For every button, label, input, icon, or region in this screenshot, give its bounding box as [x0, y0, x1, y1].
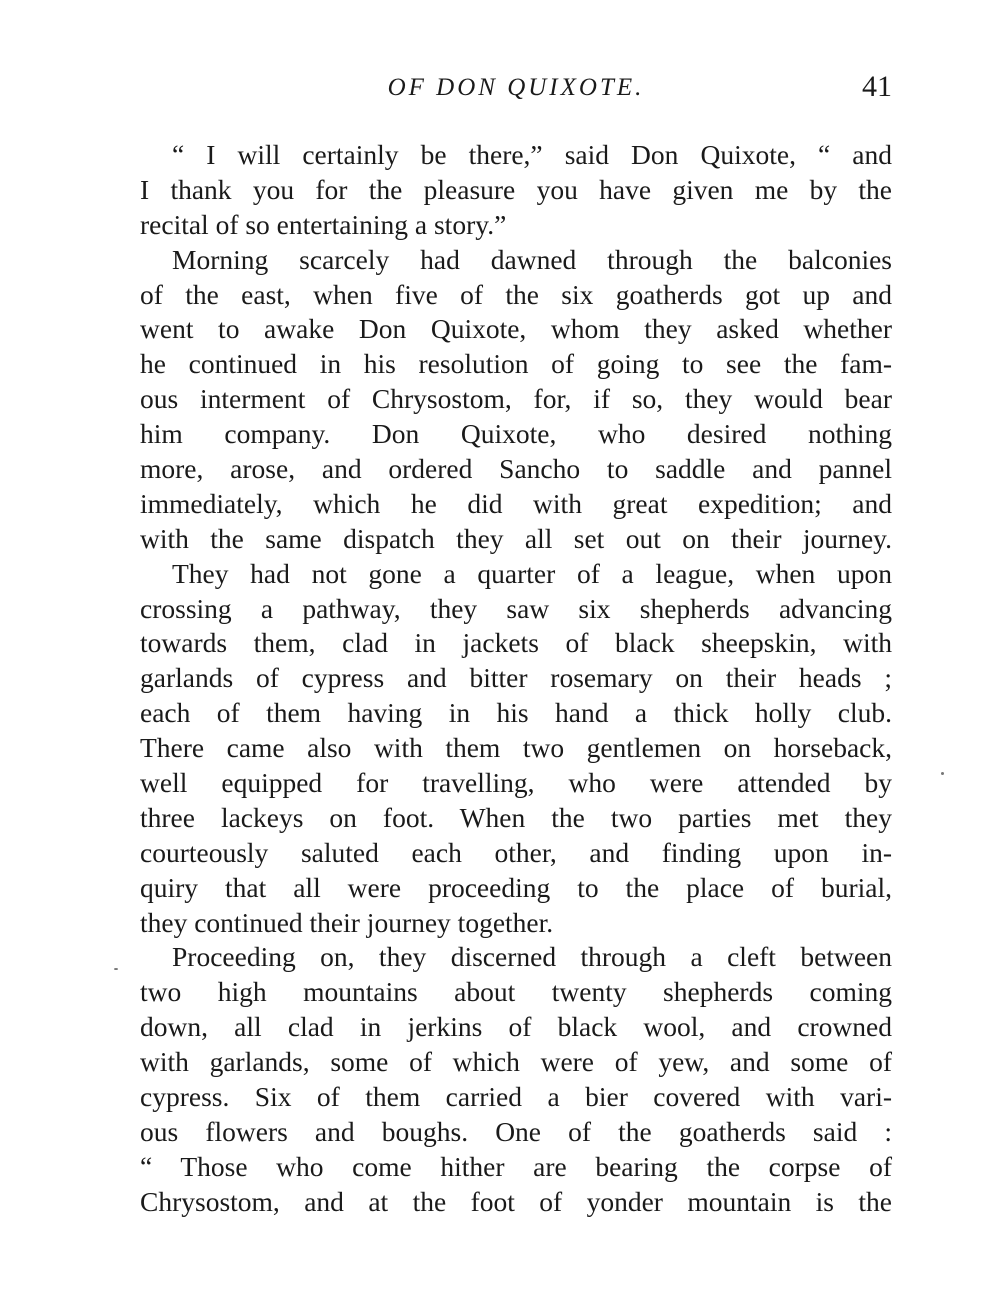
text-line: Morning scarcely had dawned through the balconies [172, 243, 892, 275]
text-line: him company. Don Quixote, who desired nothing [140, 418, 892, 450]
text-line: ous flowers and boughs. One of the goatherds said : [140, 1115, 892, 1147]
text-line: down, all clad in jerkins of black wool, and crowned [140, 1011, 892, 1043]
text-line: they continued their journey together. [140, 906, 554, 938]
margin-speck [114, 968, 118, 970]
text-line: crossing a pathway, they saw six shepherds advancing [140, 592, 892, 624]
text-line: cypress. Six of them carried a bier covered with vari- [140, 1081, 892, 1113]
running-head [140, 70, 892, 110]
body-text [140, 138, 892, 1220]
text-line: each of them having in his hand a thick holly club. [140, 697, 892, 729]
text-line: courteously saluted each other, and finding upon in- [140, 836, 892, 868]
text-line: of the east, when five of the six goatherds got up and [140, 278, 892, 310]
text-line: more, arose, and ordered Sancho to saddle and pannel [140, 453, 892, 485]
paragraph-2 [140, 243, 892, 557]
text-line: quiry that all were proceeding to the place of burial, [140, 871, 892, 903]
text-line: garlands of cypress and bitter rosemary on their heads ; [140, 662, 892, 694]
text-line: two high mountains about twenty shepherds coming [140, 976, 892, 1008]
text-line: There came also with them two gentlemen on horseback, [140, 732, 892, 764]
margin-speck [941, 772, 944, 775]
text-line: with garlands, some of which were of yew, and some of [140, 1046, 892, 1078]
paragraph-3 [140, 557, 892, 941]
text-line: went to awake Don Quixote, whom they asked whether [140, 313, 892, 345]
paragraph-4 [140, 940, 892, 1219]
text-line: They had not gone a quarter of a league, when upon [172, 557, 892, 589]
text-line: Proceeding on, they discerned through a cleft between [172, 941, 892, 973]
text-line: towards them, clad in jackets of black sheepskin, with [140, 627, 892, 659]
text-line: with the same dispatch they all set out on their journey. [140, 522, 892, 554]
paragraph-1 [140, 138, 892, 243]
text-line: he continued in his resolution of going to see the fam- [140, 348, 892, 380]
page-number: 41 [862, 70, 892, 103]
text-line: I thank you for the pleasure you have given me by the [140, 173, 892, 205]
text-line: well equipped for travelling, who were attended by [140, 767, 892, 799]
text-line: recital of so entertaining a story.” [140, 208, 507, 240]
text-line: Chrysostom, and at the foot of yonder mountain is the [140, 1185, 892, 1217]
running-title: OF DON QUIXOTE. [387, 74, 645, 101]
text-line: immediately, which he did with great expedition; and [140, 487, 892, 519]
text-line: “ Those who come hither are bearing the corpse of [140, 1150, 892, 1182]
text-line: “ I will certainly be there,” said Don Quixote, “ and [172, 139, 892, 170]
text-line: ous interment of Chrysostom, for, if so, they would bear [140, 383, 892, 415]
text-line: three lackeys on foot. When the two parties met they [140, 801, 892, 833]
